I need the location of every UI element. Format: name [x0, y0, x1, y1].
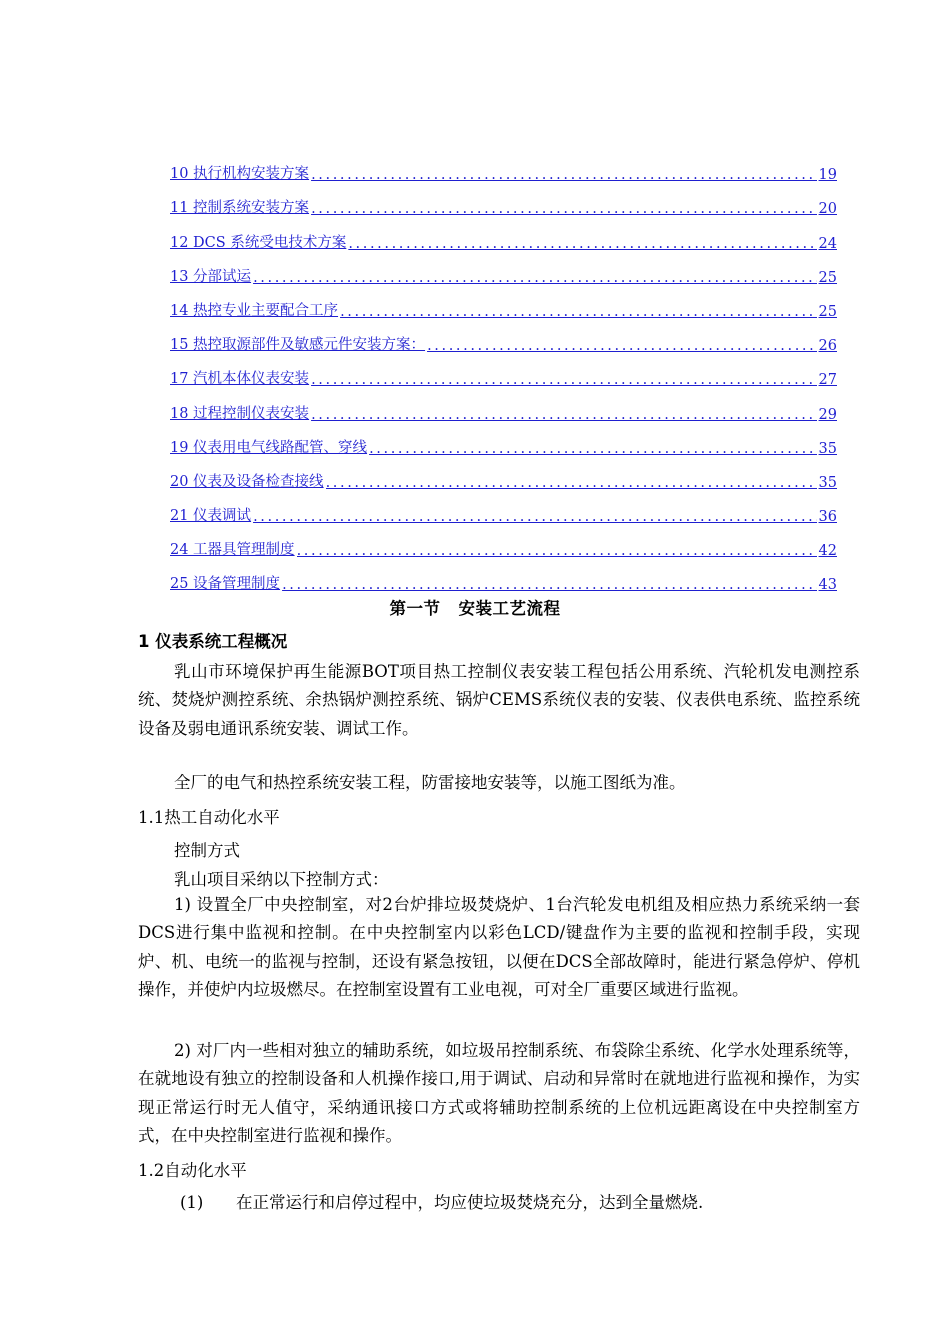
toc-leader-dots	[369, 441, 816, 457]
toc-entry-title: 18 过程控制仪表安装	[170, 405, 310, 422]
toc-entry[interactable]	[170, 252, 837, 286]
toc-entry-title: 25 设备管理制度	[170, 576, 281, 593]
toc-entry-page: 20	[818, 201, 837, 218]
toc-leader-dots	[311, 167, 816, 183]
toc-leader-dots	[311, 201, 816, 217]
toc-entry-title: 24 工器具管理制度	[170, 542, 295, 559]
toc-entry-title: 10 执行机构安装方案	[170, 166, 310, 183]
toc-entry[interactable]	[170, 525, 837, 559]
toc-entry-page: 35	[818, 440, 837, 457]
toc-entry-page: 25	[818, 269, 837, 286]
heading-1: 1 仪表系统工程概况	[138, 632, 288, 651]
list-item-number: (1)	[180, 1193, 204, 1212]
toc-leader-dots	[427, 338, 816, 354]
toc-entry[interactable]	[170, 286, 837, 320]
toc-leader-dots	[311, 407, 816, 423]
toc-leader-dots	[297, 543, 817, 559]
paragraph-plant: 全厂的电气和热控系统安装工程，防雷接地安装等，以施工图纸为准。	[174, 773, 686, 792]
paragraph-item-2: 2) 对厂内一些相对独立的辅助系统，如垃圾吊控制系统、布袋除尘系统、化学水处理系统等，在就地设有独立的控制设备和人机操作接口,用于调试、启动和异常时在就地进行监视和操作，为实现正常运行时无人值守，采纳通讯接口方式或将辅助控制系统的上位机远距离设在中央控制室方式，在中央控制室进行监视和操作。	[138, 1041, 860, 1146]
toc-entry-page: 27	[818, 372, 837, 389]
toc-entry-page: 26	[818, 338, 837, 355]
list-item	[180, 1189, 703, 1213]
section-heading: 安装工艺流程	[458, 599, 561, 618]
toc-entry-title: 14 热控专业主要配合工序	[170, 302, 339, 319]
subheading-control-mode: 控制方式	[174, 841, 240, 860]
toc-entry[interactable]	[170, 457, 837, 491]
paragraph-item-1: 1) 设置全厂中央控制室，对2台炉排垃圾焚烧炉、1台汽轮发电机组及相应热力系统采纳一套DCS进行集中监视和控制。在中央控制室内以彩色LCD/键盘作为主要的监视和控制手段，实现炉、机、电统一的监视与控制，还设有紧急按钮，以便在DCS全部故障时，能进行紧急停炉、停机操作，并使炉内垃圾燃尽。在控制室设置有工业电视，可对全厂重要区域进行监视。	[138, 895, 860, 1000]
toc-entry-title: 20 仪表及设备检查接线	[170, 473, 324, 490]
table-of-contents	[170, 149, 837, 593]
toc-entry-title: 15 热控取源部件及敏感元件安装方案：	[170, 337, 426, 354]
paragraph-adopt: 乳山项目采纳以下控制方式：	[174, 870, 389, 889]
toc-leader-dots	[253, 270, 816, 286]
toc-entry-title: 19 仪表用电气线路配管、穿线	[170, 439, 368, 456]
list-item-text: 在正常运行和启停过程中，均应使垃圾焚烧充分，达到全量燃烧.	[236, 1193, 704, 1212]
toc-entry[interactable]	[170, 559, 837, 593]
toc-leader-dots	[326, 475, 817, 491]
toc-entry-page: 42	[818, 543, 837, 560]
toc-entry-page: 36	[818, 509, 837, 526]
toc-entry[interactable]	[170, 320, 837, 354]
heading-1-1: 1.1热工自动化水平	[138, 808, 280, 827]
toc-entry-title: 17 汽机本体仪表安装	[170, 371, 310, 388]
toc-leader-dots	[311, 372, 816, 388]
paragraph-overview: 乳山市环境保护再生能源BOT项目热工控制仪表安装工程包括公用系统、汽轮机发电测控系统、焚烧炉测控系统、余热锅炉测控系统、锅炉CEMS系统仪表的安装、仪表供电系统、监控系统设备及弱电通讯系统安装、调试工作。	[138, 662, 860, 738]
toc-entry-title: 21 仪表调试	[170, 508, 252, 525]
toc-entry[interactable]	[170, 491, 837, 525]
toc-entry[interactable]	[170, 388, 837, 422]
toc-leader-dots	[348, 236, 816, 252]
section-title	[0, 595, 950, 619]
toc-entry[interactable]	[170, 217, 837, 251]
toc-leader-dots	[340, 304, 816, 320]
toc-leader-dots	[253, 509, 816, 525]
toc-entry-title: 11 控制系统安装方案	[170, 200, 310, 217]
section-number: 第一节	[389, 599, 441, 618]
toc-leader-dots	[282, 577, 816, 593]
toc-entry-title: 12 DCS 系统受电技术方案	[170, 234, 347, 251]
toc-entry-page: 29	[818, 406, 837, 423]
toc-entry-page: 25	[818, 303, 837, 320]
toc-entry-page: 43	[818, 577, 837, 594]
toc-entry-page: 35	[818, 474, 837, 491]
toc-entry[interactable]	[170, 423, 837, 457]
toc-entry[interactable]	[170, 149, 837, 183]
toc-entry[interactable]	[170, 183, 837, 217]
toc-entry-page: 24	[818, 235, 837, 252]
toc-entry-title: 13 分部试运	[170, 268, 252, 285]
toc-entry-page: 19	[818, 167, 837, 184]
heading-1-2: 1.2自动化水平	[138, 1161, 247, 1180]
toc-entry[interactable]	[170, 354, 837, 388]
